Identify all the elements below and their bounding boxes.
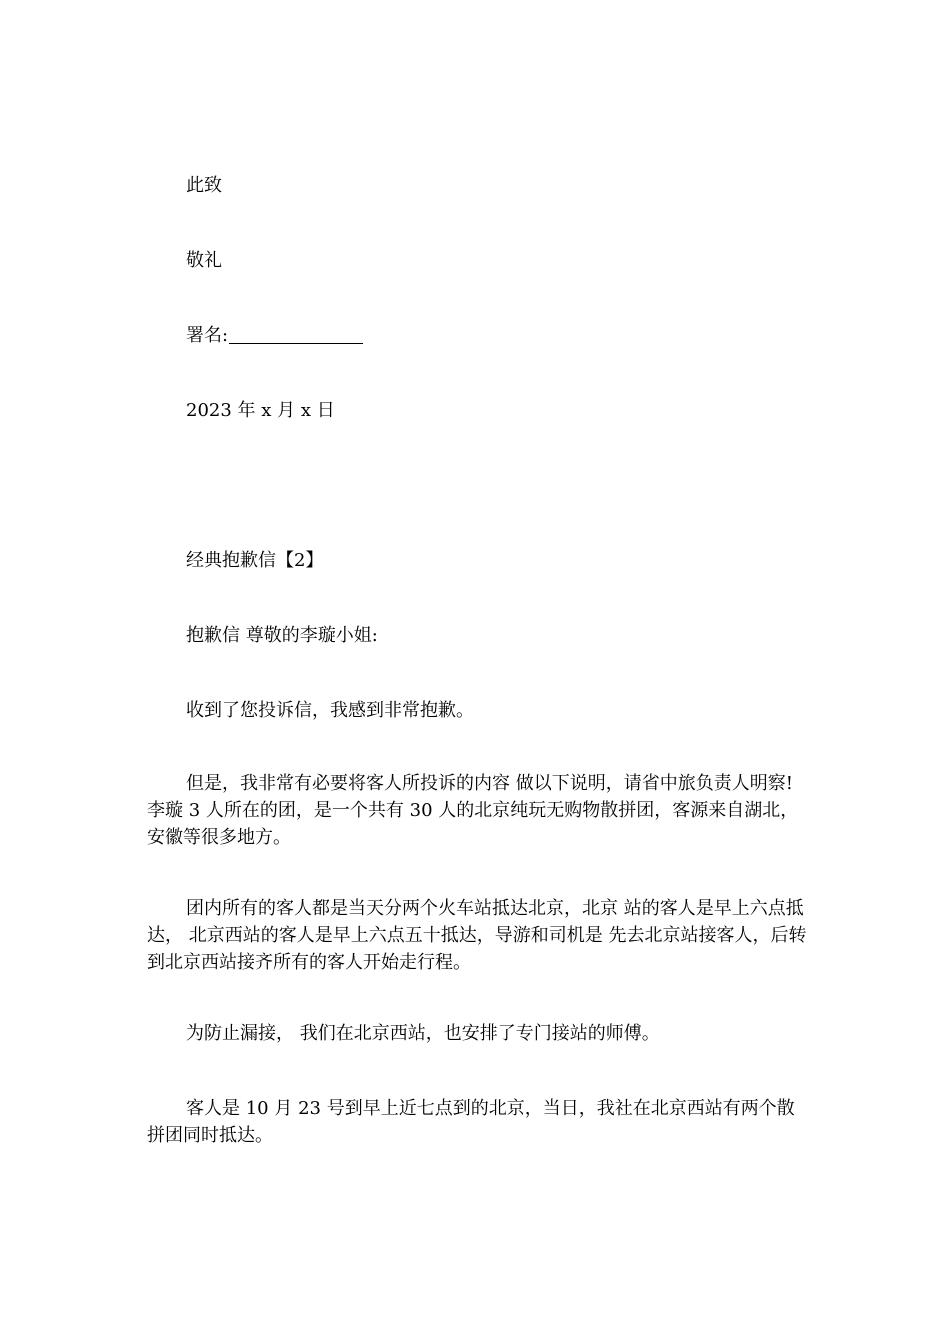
section-title: 经典抱歉信【2】 (186, 550, 324, 571)
signature-label: 署名: (186, 325, 229, 346)
paragraph-pickup: 为防止漏接， 我们在北京西站，也安排了专门接站的师傅。 (186, 1023, 660, 1044)
paragraph-date: 客人是 10 月 23 号到早上近七点到的北京，当日，我社在北京西站有两个散 拼团同时抵达。 (147, 1098, 801, 1146)
closing-line-1: 此致 (186, 175, 222, 196)
letter-date: 2023 年 x 月 x 日 (186, 400, 335, 421)
paragraph-apology: 收到了您投诉信，我感到非常抱歉。 (186, 700, 474, 721)
paragraph-arrival: 团内所有的客人都是当天分两个火车站抵达北京，北京 站的客人是早上六点抵达， 北京西站的客人是早上六点五十抵达，导游和司机是 先去北京站接客人，后转到北京西站接齐所有的客人开始走行程。 (147, 898, 807, 973)
closing-line-2: 敬礼 (186, 250, 222, 271)
salutation: 抱歉信 尊敬的李璇小姐: (186, 625, 378, 646)
signature-blank (229, 325, 363, 344)
paragraph-explanation: 但是，我非常有必要将客人所投诉的内容 做以下说明，请省中旅负责人明察! 李璇 3 人所在的团，是一个共有 30 人的北京纯玩无购物散拼团，客源来自湖北，安徽等很多地方。 (147, 773, 799, 848)
signature-line (147, 322, 807, 349)
